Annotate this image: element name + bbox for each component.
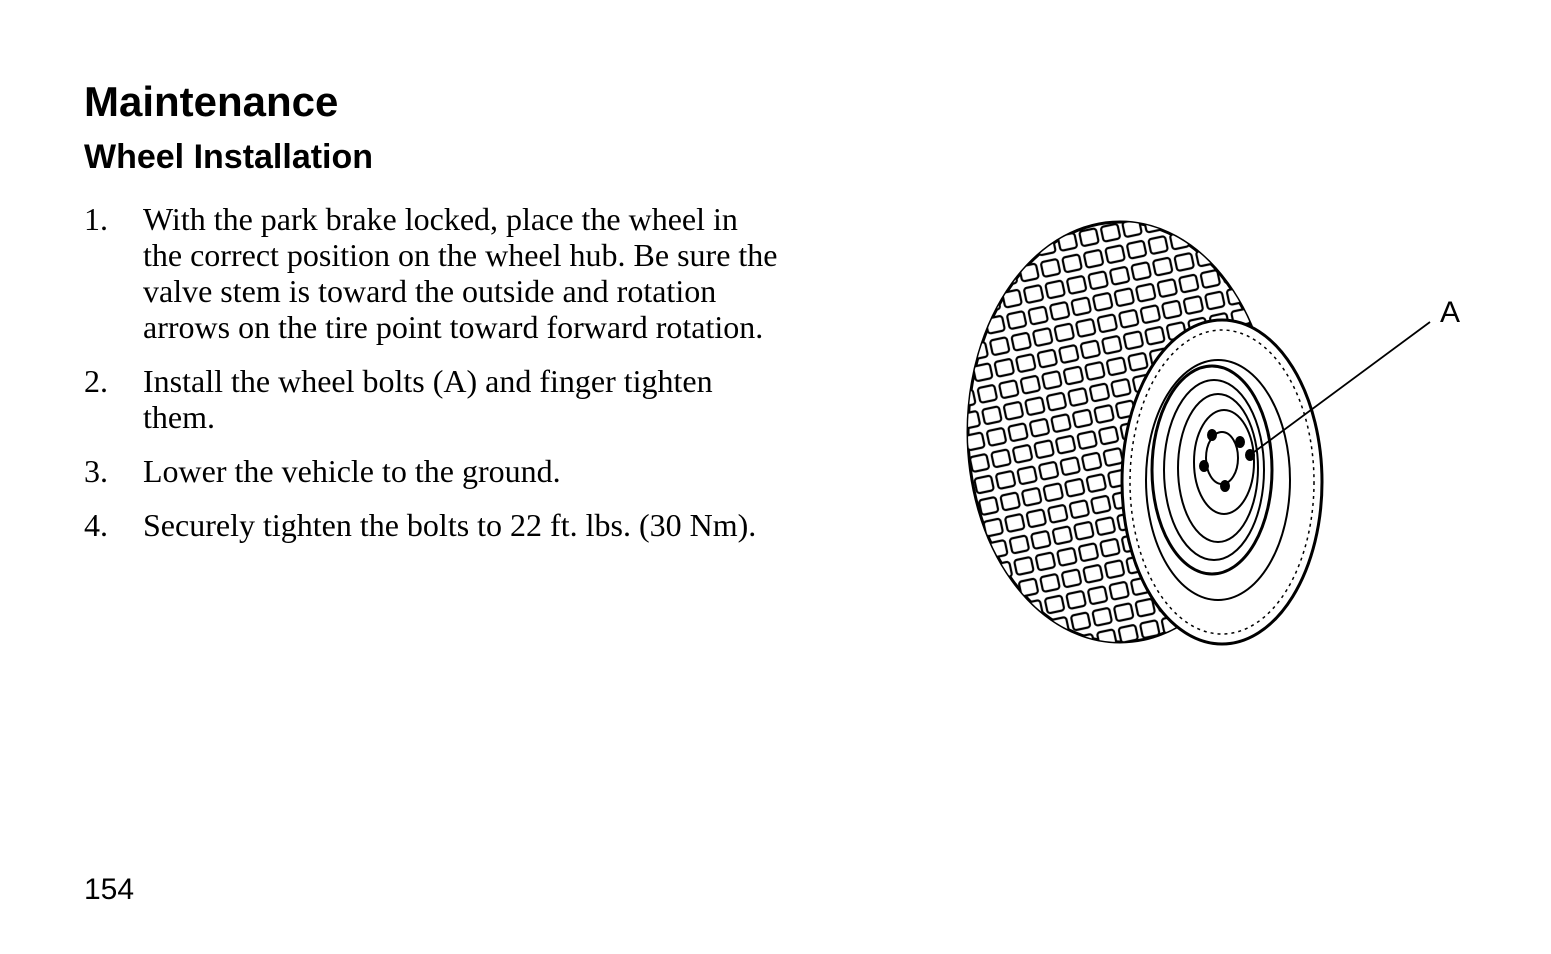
step-item bbox=[84, 507, 784, 543]
wheel-bolt bbox=[1207, 429, 1217, 441]
step-item bbox=[84, 201, 784, 345]
wheel-drawing bbox=[960, 210, 1480, 660]
step-number: 3. bbox=[84, 453, 108, 489]
step-item bbox=[84, 363, 784, 435]
section-title: Maintenance bbox=[84, 78, 339, 125]
step-text: Securely tighten the bolts to 22 ft. lbs. (30 Nm). bbox=[143, 507, 757, 543]
step-text: Lower the vehicle to the ground. bbox=[143, 453, 561, 489]
wheel-bolt bbox=[1220, 480, 1230, 492]
wheel-bolt bbox=[1235, 436, 1245, 448]
step-text: With the park brake locked, place the wheel in the correct position on the wheel hub. Be sure the valve stem is toward the outside and rotation arrows on the tire point toward forward rotation. bbox=[143, 201, 778, 345]
step-number: 1. bbox=[84, 201, 108, 237]
step-text: Install the wheel bolts (A) and finger tighten them. bbox=[143, 363, 713, 435]
callout-label-a: A bbox=[1440, 296, 1461, 329]
step-number: 4. bbox=[84, 507, 108, 543]
wheel-bolt bbox=[1199, 460, 1209, 472]
subsection-title: Wheel Installation bbox=[84, 138, 374, 176]
instruction-steps bbox=[84, 201, 784, 561]
page-number: 154 bbox=[84, 873, 135, 906]
wheel-illustration bbox=[960, 210, 1480, 660]
step-number: 2. bbox=[84, 363, 108, 399]
step-item bbox=[84, 453, 784, 489]
